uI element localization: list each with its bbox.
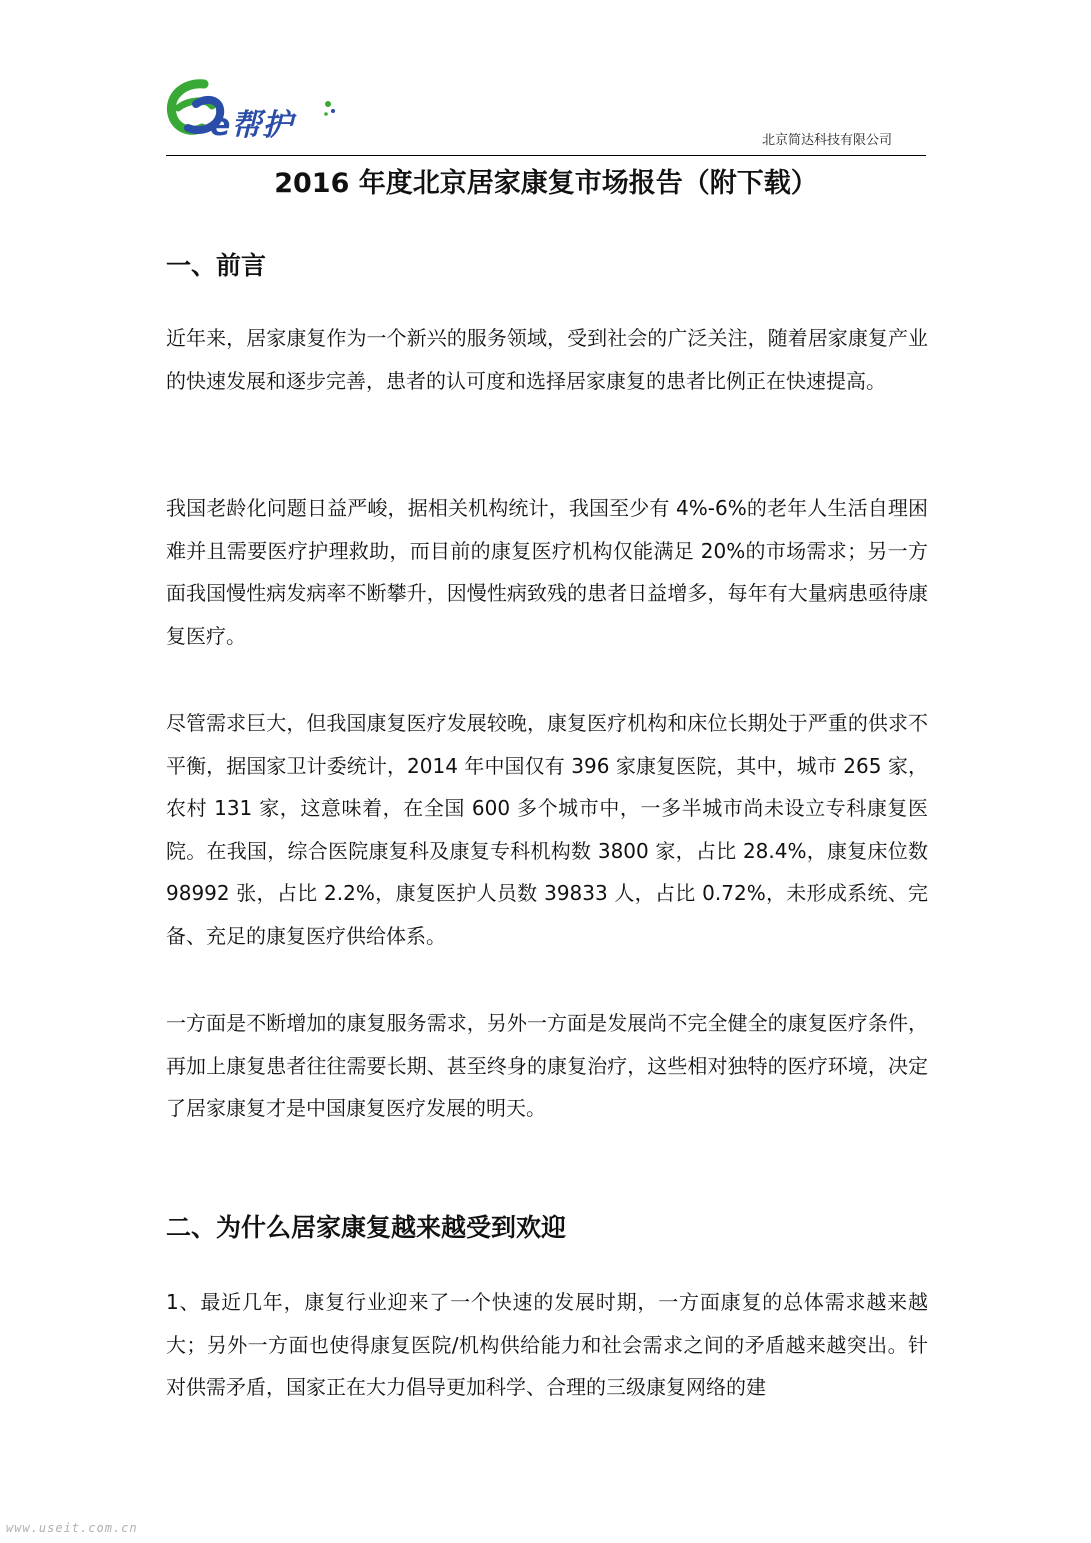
company-logo [166, 74, 346, 154]
paragraph: 1、最近几年，康复行业迎来了一个快速的发展时期，一方面康复的总体需求越来越大；另外一方面也使得康复医院/机构供给能力和社会需求之间的矛盾越来越突出。针对供需矛盾，国家正在大力倡导更加科学、合理的三级康复网络的建 [166, 1290, 928, 1399]
paragraph: 尽管需求巨大，但我国康复医疗发展较晚，康复医疗机构和床位长期处于严重的供求不平衡，据国家卫计委统计，2014 年中国仅有 396 家康复医院，其中，城市 265 家，农村 131 家，这意味着，在全国 600 多个城市中，一多半城市尚未设立专科康复医院。在我国，综合医院康复科及康复专科机构数 3800 家，占比 28.4%，康复床位数 98992 张，占比 2.2%，康复医护人员数 39833 人，占比 0.72%，未形成系统、完备、充足的康复医疗供给体系。 [166, 711, 928, 948]
section-heading-why: 二、为什么居家康复越来越受到欢迎 [166, 1213, 567, 1242]
page-title: 2016 年度北京居家康复市场报告（附下载） [274, 168, 818, 199]
logo-text: e帮护 [210, 108, 294, 143]
paragraph: 我国老龄化问题日益严峻，据相关机构统计，我国至少有 4%-6%的老年人生活自理困难并且需要医疗护理救助，而目前的康复医疗机构仅能满足 20%的市场需求；另一方面我国慢性病发病率不断攀升，因慢性病致残的患者日益增多，每年有大量病患亟待康复医疗。 [166, 496, 928, 648]
watermark: www.useit.com.cn [6, 1521, 138, 1535]
paragraph: 近年来，居家康复作为一个新兴的服务领域，受到社会的广泛关注，随着居家康复产业的快速发展和逐步完善，患者的认可度和选择居家康复的患者比例正在快速提高。 [166, 326, 928, 393]
header-divider [166, 155, 926, 156]
company-name: 北京简达科技有限公司 [761, 133, 892, 148]
paragraph: 一方面是不断增加的康复服务需求，另外一方面是发展尚不完全健全的康复医疗条件，再加上康复患者往往需要长期、甚至终身的康复治疗，这些相对独特的医疗环境，决定了居家康复才是中国康复医疗发展的明天。 [166, 1011, 928, 1120]
section-heading-preface: 一、前言 [166, 251, 267, 280]
page-header [166, 70, 926, 156]
